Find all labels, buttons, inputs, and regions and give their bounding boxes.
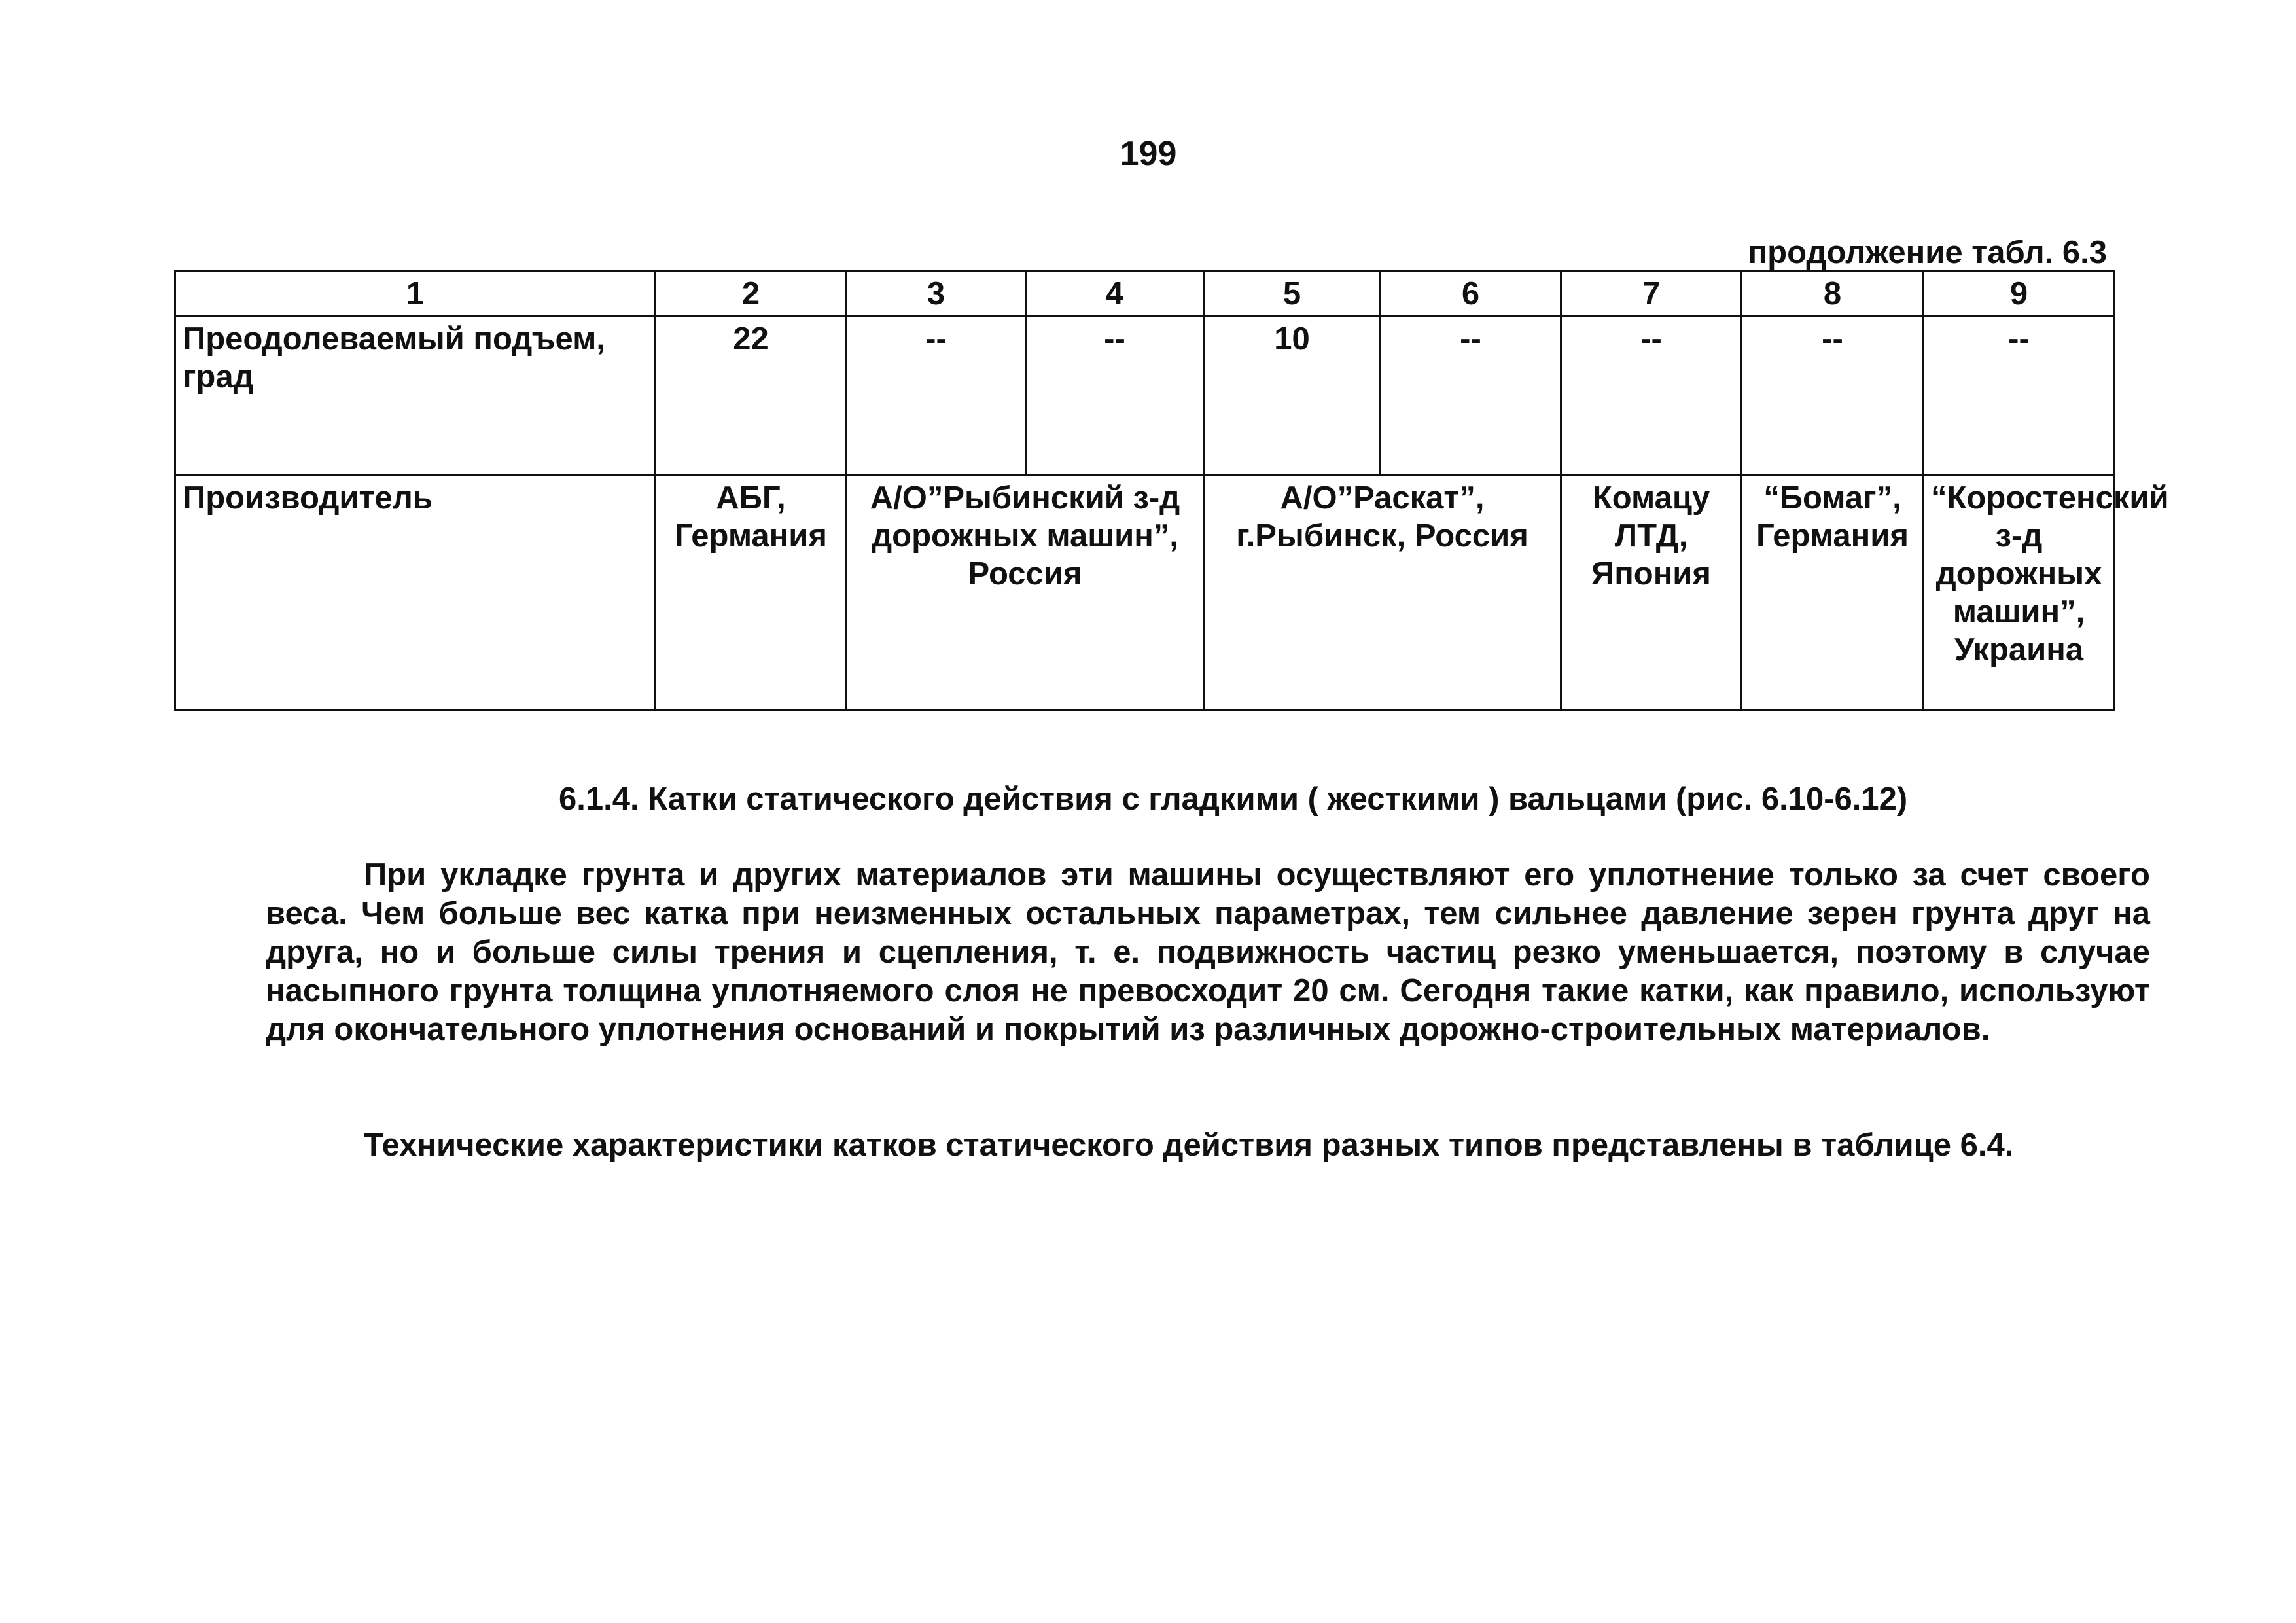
column-number: 9 — [1924, 272, 2115, 317]
table-cell: -- — [1381, 317, 1561, 476]
table-cell: -- — [1924, 317, 2115, 476]
table-header-row — [175, 272, 2115, 317]
table-cell: 10 — [1204, 317, 1381, 476]
page-number: 199 — [1120, 135, 1177, 173]
table-cell: “Коростенский з-д дорожных машин”, Украина — [1924, 476, 2115, 711]
table-cell: -- — [1742, 317, 1924, 476]
column-number: 1 — [175, 272, 656, 317]
table-cell: -- — [1561, 317, 1742, 476]
column-number: 3 — [847, 272, 1026, 317]
column-number: 4 — [1026, 272, 1204, 317]
column-number: 7 — [1561, 272, 1742, 317]
section-heading: 6.1.4. Катки статического действия с гладкими ( жесткими ) вальцами (рис. 6.10-6.12) — [559, 781, 1908, 817]
spec-table — [174, 270, 2169, 711]
table-cell: АБГ, Германия — [656, 476, 847, 711]
column-number: 2 — [656, 272, 847, 317]
table-cell: -- — [847, 317, 1026, 476]
body-paragraph: При укладке грунта и других материалов эти машины осуществляют его уплотнение только за счет своего веса. Чем больше вес катка при неизменных остальных параметрах, тем сильнее давление зерен грунта друг на друга, но и больше силы трения и сцепления, т. е. подвижность частиц резко уменьшается, поэтому в случае насыпного грунта толщина уплотняемого слоя не превосходит 20 см. Сегодня такие катки, как правило, используют для окончательного уплотнения оснований и покрытий из различных дорожно-строительных материалов. — [266, 857, 2150, 1047]
table-cell: 22 — [656, 317, 847, 476]
table-row-climb — [175, 317, 2115, 476]
table-cell: А/О”Раскат”, г.Рыбинск, Россия — [1204, 476, 1561, 711]
table-row-manufacturer — [175, 476, 2115, 711]
row-label-climb: Преодолеваемый подъем, град — [175, 317, 656, 476]
table-cell: Комацу ЛТД, Япония — [1561, 476, 1742, 711]
table-cell: А/О”Рыбинский з-д дорожных машин”, Россия — [847, 476, 1204, 711]
table-cell: “Бомаг”, Германия — [1742, 476, 1924, 711]
table-cell: -- — [1026, 317, 1204, 476]
row-label-manufacturer: Производитель — [175, 476, 656, 711]
column-number: 6 — [1381, 272, 1561, 317]
closing-paragraph: Технические характеристики катков статического действия разных типов представлены в таблице 6.4. — [364, 1128, 2014, 1163]
column-number: 8 — [1742, 272, 1924, 317]
column-number: 5 — [1204, 272, 1381, 317]
table-caption: продолжение табл. 6.3 — [1748, 235, 2107, 270]
